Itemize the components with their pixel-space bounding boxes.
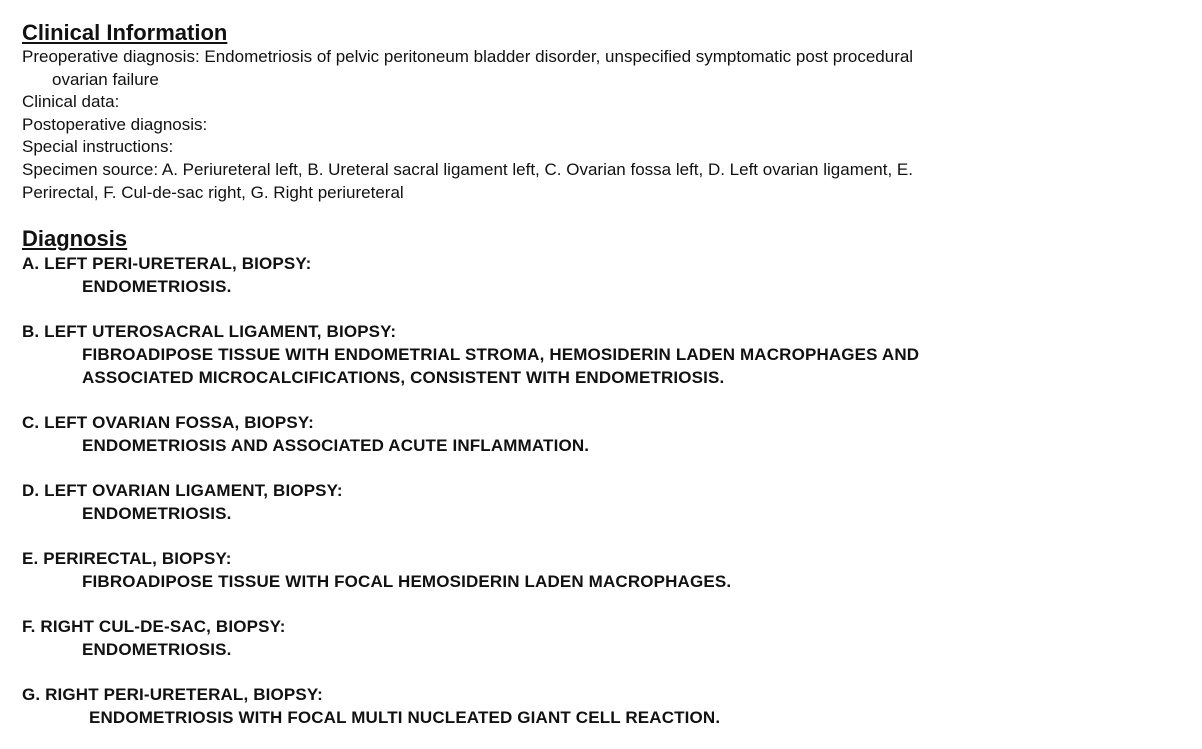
preoperative-diagnosis <box>22 46 1182 91</box>
diagnosis-item-result: ENDOMETRIOSIS AND ASSOCIATED ACUTE INFLAMMATION. <box>82 436 590 456</box>
clinical-data: Clinical data: <box>22 92 120 112</box>
diagnosis-item-f <box>22 615 1182 661</box>
diagnosis-item-title: C. LEFT OVARIAN FOSSA, BIOPSY: <box>22 413 314 433</box>
diagnosis-item-result: ENDOMETRIOSIS. <box>82 277 232 297</box>
diagnosis-item-title: D. LEFT OVARIAN LIGAMENT, BIOPSY: <box>22 481 343 501</box>
diagnosis-item-title: A. LEFT PERI-URETERAL, BIOPSY: <box>22 254 312 274</box>
diagnosis-item-title: E. PERIRECTAL, BIOPSY: <box>22 549 232 569</box>
preoperative-diagnosis-line-1: Preoperative diagnosis: Endometriosis of pelvic peritoneum bladder disorder, unspecified symptomatic post procedural <box>22 47 914 66</box>
diagnosis-item-a <box>22 252 1182 298</box>
pathology-report <box>22 20 1182 729</box>
diagnosis-item-result: ENDOMETRIOSIS. <box>82 504 232 524</box>
diagnosis-item-result: ENDOMETRIOSIS. <box>82 640 232 660</box>
clinical-information-heading: Clinical Information <box>22 20 228 45</box>
specimen-source-line-1: Specimen source: A. Periureteral left, B. Ureteral sacral ligament left, C. Ovarian fossa left, D. Left ovarian ligament, E. <box>22 159 913 179</box>
diagnosis-item-result: FIBROADIPOSE TISSUE WITH ENDOMETRIAL STROMA, HEMOSIDERIN LADEN MACROPHAGES AND <box>82 345 920 365</box>
clinical-information-body <box>22 46 1182 204</box>
diagnosis-item-c <box>22 411 1182 457</box>
specimen-source-line-2: Perirectal, F. Cul-de-sac right, G. Right periureteral <box>22 182 404 202</box>
diagnosis-item-result: ASSOCIATED MICROCALCIFICATIONS, CONSISTENT WITH ENDOMETRIOSIS. <box>82 368 725 388</box>
diagnosis-item-title: G. RIGHT PERI-URETERAL, BIOPSY: <box>22 685 323 705</box>
diagnosis-item-d <box>22 479 1182 525</box>
diagnosis-item-e <box>22 547 1182 593</box>
special-instructions: Special instructions: <box>22 137 174 157</box>
diagnosis-item-result: ENDOMETRIOSIS WITH FOCAL MULTI NUCLEATED GIANT CELL REACTION. <box>89 708 721 728</box>
diagnosis-item-title: F. RIGHT CUL-DE-SAC, BIOPSY: <box>22 617 286 637</box>
diagnosis-item-result: FIBROADIPOSE TISSUE WITH FOCAL HEMOSIDERIN LADEN MACROPHAGES. <box>82 572 732 592</box>
diagnosis-item-title: B. LEFT UTEROSACRAL LIGAMENT, BIOPSY: <box>22 322 397 342</box>
diagnosis-item-b <box>22 320 1182 389</box>
diagnosis-heading: Diagnosis <box>22 226 128 252</box>
preoperative-diagnosis-line-2: ovarian failure <box>52 69 159 89</box>
specimen-source <box>22 159 1182 204</box>
postoperative-diagnosis: Postoperative diagnosis: <box>22 114 208 134</box>
diagnosis-item-g <box>22 683 1182 729</box>
diagnosis-list <box>22 252 1182 729</box>
